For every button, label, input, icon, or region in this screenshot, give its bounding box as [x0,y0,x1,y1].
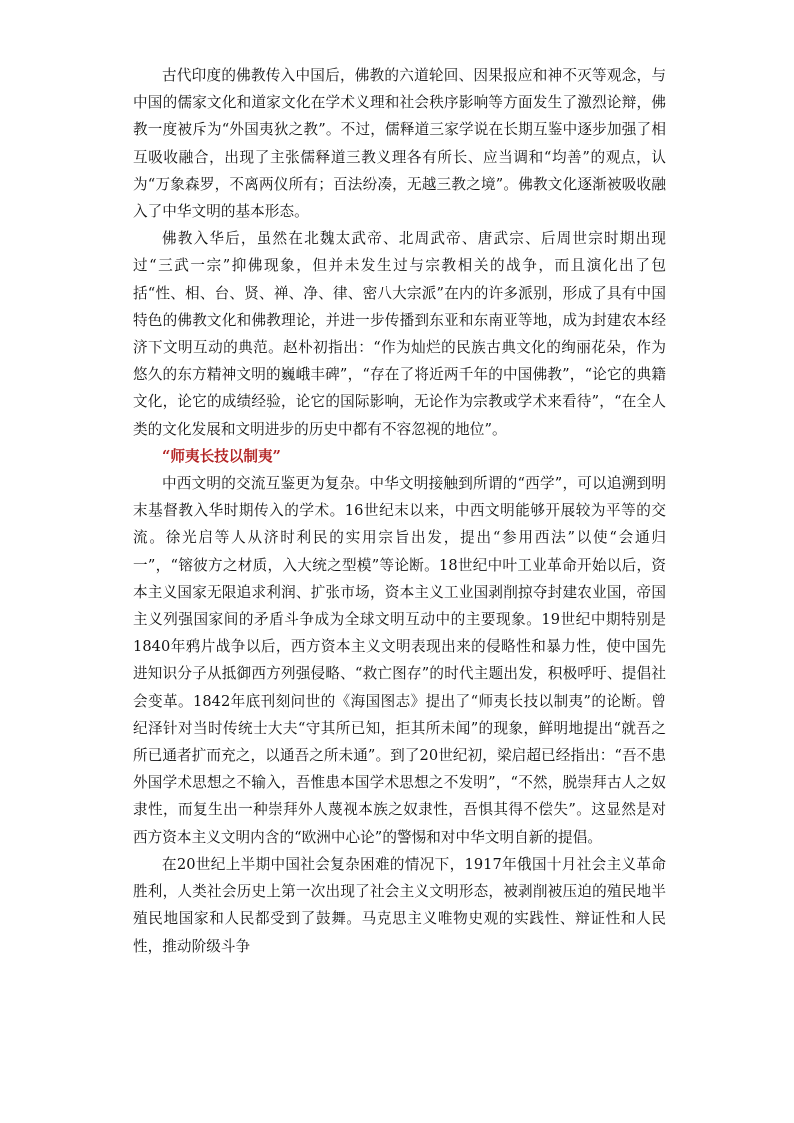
paragraph-buddhism-development: 佛教入华后，虽然在北魏太武帝、北周武帝、唐武宗、后周世宗时期出现过“三武一宗”抑佛现象，但并未发生过与宗教相关的战争，而且演化出了包括“性、相、台、贤、禅、净、律、密八大宗派”在内的许多派别，形成了具有中国特色的佛教文化和佛教理论，并进一步传播到东亚和东南亚等地，成为封建农本经济下文明互动的典范。赵朴初指出：“作为灿烂的民族古典文化的绚丽花朵，作为悠久的东方精神文明的巍峨丰碑”，“存在了将近两千年的中国佛教”，“论它的典籍文化，论它的成绩经验，论它的国际影响，无论作为宗教或学术来看待”，“在全人类的文化发展和文明进步的历史中都有不容忽视的地位”。 [133,230,666,438]
paragraph-buddhism-introduction: 古代印度的佛教传入中国后，佛教的六道轮回、因果报应和神不灭等观念，与中国的儒家文化和道家文化在学术义理和社会秩序影响等方面发生了激烈论辩，佛教一度被斥为“外国夷狄之教”。不过，儒释道三家学说在长期互鉴中逐步加强了相互吸收融合，出现了主张儒释道三教义理各有所长、应当调和“均善”的观点，认为“万象森罗，不离两仪所有；百法纷凑，无越三教之境”。佛教文化逐渐被吸收融入了中华文明的基本形态。 [133,67,666,221]
paragraph-sino-western-exchange: 中西文明的交流互鉴更为复杂。中华文明接触到所谓的“西学”，可以追溯到明末基督教入华时期传入的学术。16世纪末以来，中西文明能够开展较为平等的交流。徐光启等人从济时利民的实用宗旨出发，提出“参用西法”以使“会通归一”，“镕彼方之材质，入大统之型模”等论断。18世纪中叶工业革命开始以后，资本主义国家无限追求利润、扩张市场，资本主义工业国剥削掠夺封建农业国，帝国主义列强国家间的矛盾斗争成为全球文明互动中的主要现象。19世纪中期特别是1840年鸦片战争以后，西方资本主义文明表现出来的侵略性和暴力性，使中国先进知识分子从抵御西方列强侵略、“救亡图存”的时代主题出发，积极呼吁、提倡社会变革。1842年底刊刻问世的《海国图志》提出了“师夷长技以制夷”的论断。曾纪泽针对当时传统士大夫“守其所已知，拒其所未闻”的现象，鲜明地提出“就吾之所已通者扩而充之，以通吾之所未通”。到了20世纪初，梁启超已经指出：“吾不患外国学术思想之不输入，吾惟患本国学术思想之不发明”，“不然，脱崇拜古人之奴隶性，而复生出一种崇拜外人蔑视本族之奴隶性，吾惧其得不偿失”。这显然是对西方资本主义文明内含的“欧洲中心论”的警惕和对中华文明自新的提倡。 [133,475,666,846]
document-body [133,62,666,960]
section-subheading: “师夷长技以制夷” [162,447,281,465]
paragraph-20th-century: 在20世纪上半期中国社会复杂困难的情况下，1917年俄国十月社会主义革命胜利，人类社会历史上第一次出现了社会主义文明形态，被剥削被压迫的殖民地半殖民地国家和人民都受到了鼓舞。马克思主义唯物史观的实践性、辩证性和人民性，推动阶级斗争 [133,855,666,955]
